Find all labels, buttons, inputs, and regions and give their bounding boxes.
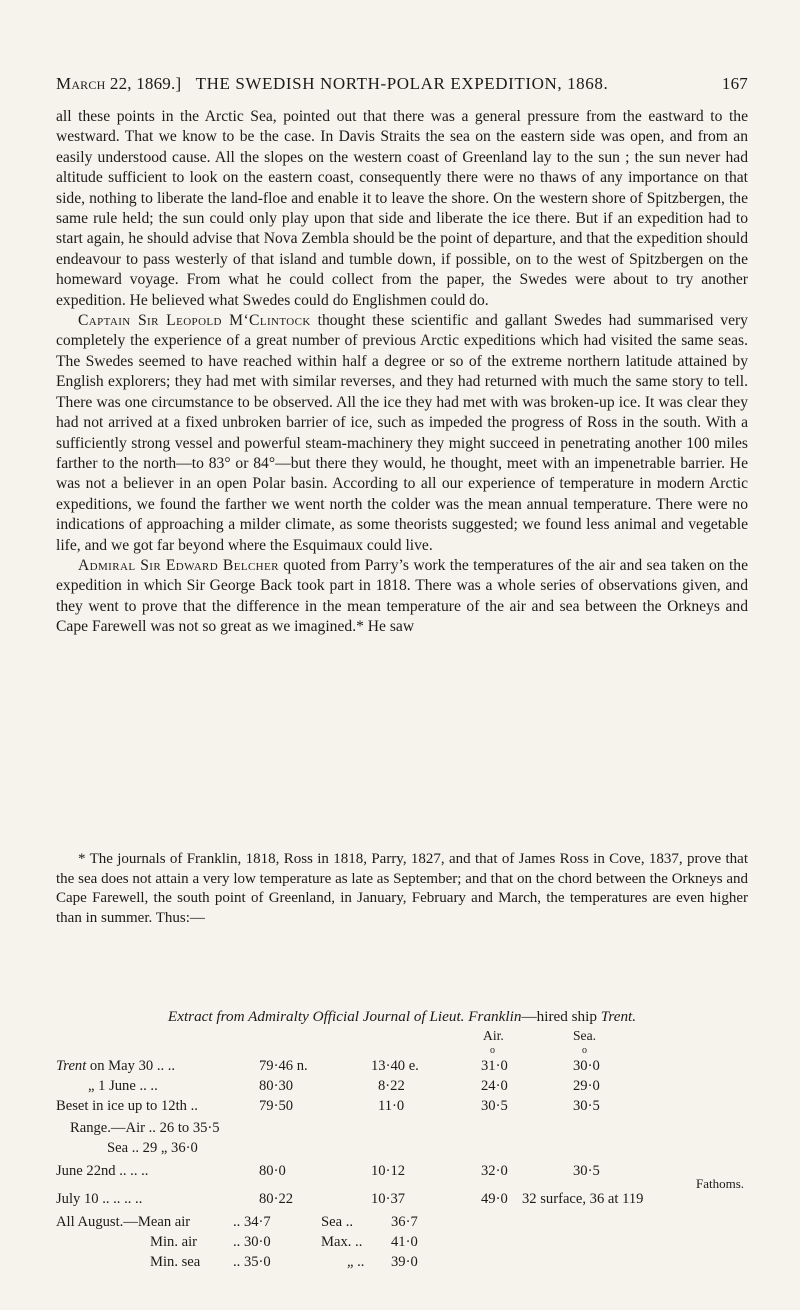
august-extra-value: 41·0 (391, 1234, 418, 1250)
paragraph-3-text: quoted from Parry’s work the temperatures of the air and sea taken on the expedition in which Sir George Back took part in 1818. There was a whole series of observations given, and they went to prove that the difference in the mean temperature of the air and sea between the Orkneys and Cape Farewell was not so great as we imagined.* He saw (56, 556, 749, 636)
august-extra-label: Sea .. (321, 1214, 354, 1230)
row-latitude: 80·0 (259, 1163, 286, 1179)
row-longitude: 13·40 e. (371, 1058, 419, 1074)
row-air: 24·0 (481, 1078, 508, 1094)
header-title: THE SWEDISH NORTH-POLAR EXPEDITION, 1868. (195, 74, 609, 93)
august-value: .. 30·0 (233, 1234, 271, 1250)
row-sea: 30·5 (573, 1163, 600, 1179)
row-label: June 22nd .. .. .. (56, 1163, 149, 1179)
august-value: .. 34·7 (233, 1214, 271, 1230)
row-label: Beset in ice up to 12th .. (56, 1098, 198, 1114)
august-label: All August.—Mean air (56, 1214, 191, 1230)
row-air: 49·0 (481, 1191, 508, 1207)
row-air: 30·5 (481, 1098, 508, 1114)
august-extra-value: 36·7 (391, 1214, 418, 1230)
row-latitude: 80·22 (259, 1191, 294, 1207)
row-latitude: 79·50 (259, 1098, 294, 1114)
row-latitude: 80·30 (259, 1078, 294, 1094)
page-number: 167 (721, 74, 748, 93)
august-label: Min. sea (150, 1254, 201, 1270)
row-air: 32·0 (481, 1163, 508, 1179)
range-sea: Sea .. 29 „ 36·0 (107, 1140, 198, 1156)
speaker-belcher: Admiral Sir Edward Belcher (78, 556, 279, 574)
row-sea: 30·0 (573, 1058, 600, 1074)
row-longitude: 8·22 (378, 1078, 405, 1094)
extract-title-ship: Trent. (600, 1008, 637, 1025)
speaker-mclintock: Captain Sir Leopold M‘Clintock (78, 312, 311, 330)
footnote-text: * The journals of Franklin, 1818, Ross in 1818, Parry, 1827, and that of James Ross in Cove, 1837, prove that the sea does not attain a very low temperature as late as September; and that on the chord between the Orkneys and Cape Farewell, the south point of Greenland, in January, February and March, the temperatures are even higher than in summer. Thus:— (56, 851, 748, 926)
august-value: .. 35·0 (233, 1254, 271, 1270)
row-label: „ 1 June .. .. (88, 1078, 158, 1094)
row-sea: 32 surface, 36 at 119 (522, 1191, 644, 1207)
row-longitude: 11·0 (378, 1098, 405, 1114)
row-latitude: 79·46 n. (259, 1058, 308, 1074)
row-sea: 29·0 (573, 1078, 600, 1094)
row-air: 31·0 (481, 1058, 508, 1074)
row-longitude: 10·37 (371, 1191, 406, 1207)
august-extra-label: Max. .. (321, 1234, 363, 1250)
row-label: July 10 .. .. .. .. (56, 1191, 143, 1207)
column-header-sea: Sea. (573, 1028, 597, 1043)
column-header-air: Air. (483, 1028, 504, 1043)
august-extra-value: 39·0 (391, 1254, 418, 1270)
extract-title-plain: —hired ship (521, 1008, 601, 1025)
august-label: Min. air (150, 1234, 198, 1250)
degree-mark-sea: o (582, 1045, 587, 1056)
paragraph-2-text: thought these scientific and gallant Swedes had summarised very completely the experience of a great number of previous Arctic expeditions which had visited the same seas. The Swedes seemed to have reached within half a degree or so of the extreme northern latitude attained by English explorers; they had met with similar reverses, and they had returned with much the same story to tell. There was one circumstance to be observed. All the ice they had met with was broken-up ice. It was clear they had not arrived at a fixed unbroken barrier of ice, such as impeded the progress of Ross in the south. With a sufficiently strong vessel and powerful steam-machinery they might succeed in penetrating another 100 miles farther to the north—to 83° or 84°—but there they would, he thought, meet with an impenetrable barrier. He was not a believer in an open Polar basin. According to all our experience of temperature in modern Arctic expeditions, we found the farther we went north the colder was the mean annual temperature. There were no indications of approaching a milder climate, as some theorists suggested; we found less animal and vegetable life, and we got far beyond where the Esquimaux could live. (56, 312, 748, 554)
row-sea: 30·5 (573, 1098, 600, 1114)
august-extra-label: „ .. (347, 1254, 365, 1270)
fathoms-label: Fathoms. (696, 1176, 745, 1191)
row-longitude: 10·12 (371, 1163, 406, 1179)
range-air: Range.—Air .. 26 to 35·5 (70, 1120, 220, 1136)
extract-title-italic: Extract from Admiralty Official Journal of Lieut. Franklin (167, 1008, 522, 1025)
row-label: Trent on May 30 .. .. (56, 1058, 176, 1074)
header-date: March 22, 1869.] (56, 74, 182, 93)
degree-mark-air: o (490, 1045, 495, 1056)
paragraph-1: all these points in the Arctic Sea, pointed out that there was a general pressure from the eastward to the westward. That we know to be the case. In Davis Straits the sea on the eastern side was open, and from an easily understood cause. All the slopes on the western coast of Greenland lay to the sun ; the sun never had altitude sufficient to look on the eastern coast, consequently there were no thaws of any importance on that side, nothing to liberate the land-floe and enable it to leave the shore. On the western shore of Spitzbergen, the same rule held; the sun could only play upon that side and liberate the ice there. But if an expedition had to start again, he should advise that Nova Zembla should be the point of departure, and that the expedition should endeavour to pass westerly of that island and tumble down, if possible, on to the west of Spitzbergen on the homeward voyage. From what he could collect from the paper, the Swedes were about to try another expedition. He believed what Swedes could do Englishmen could do. (56, 108, 748, 309)
